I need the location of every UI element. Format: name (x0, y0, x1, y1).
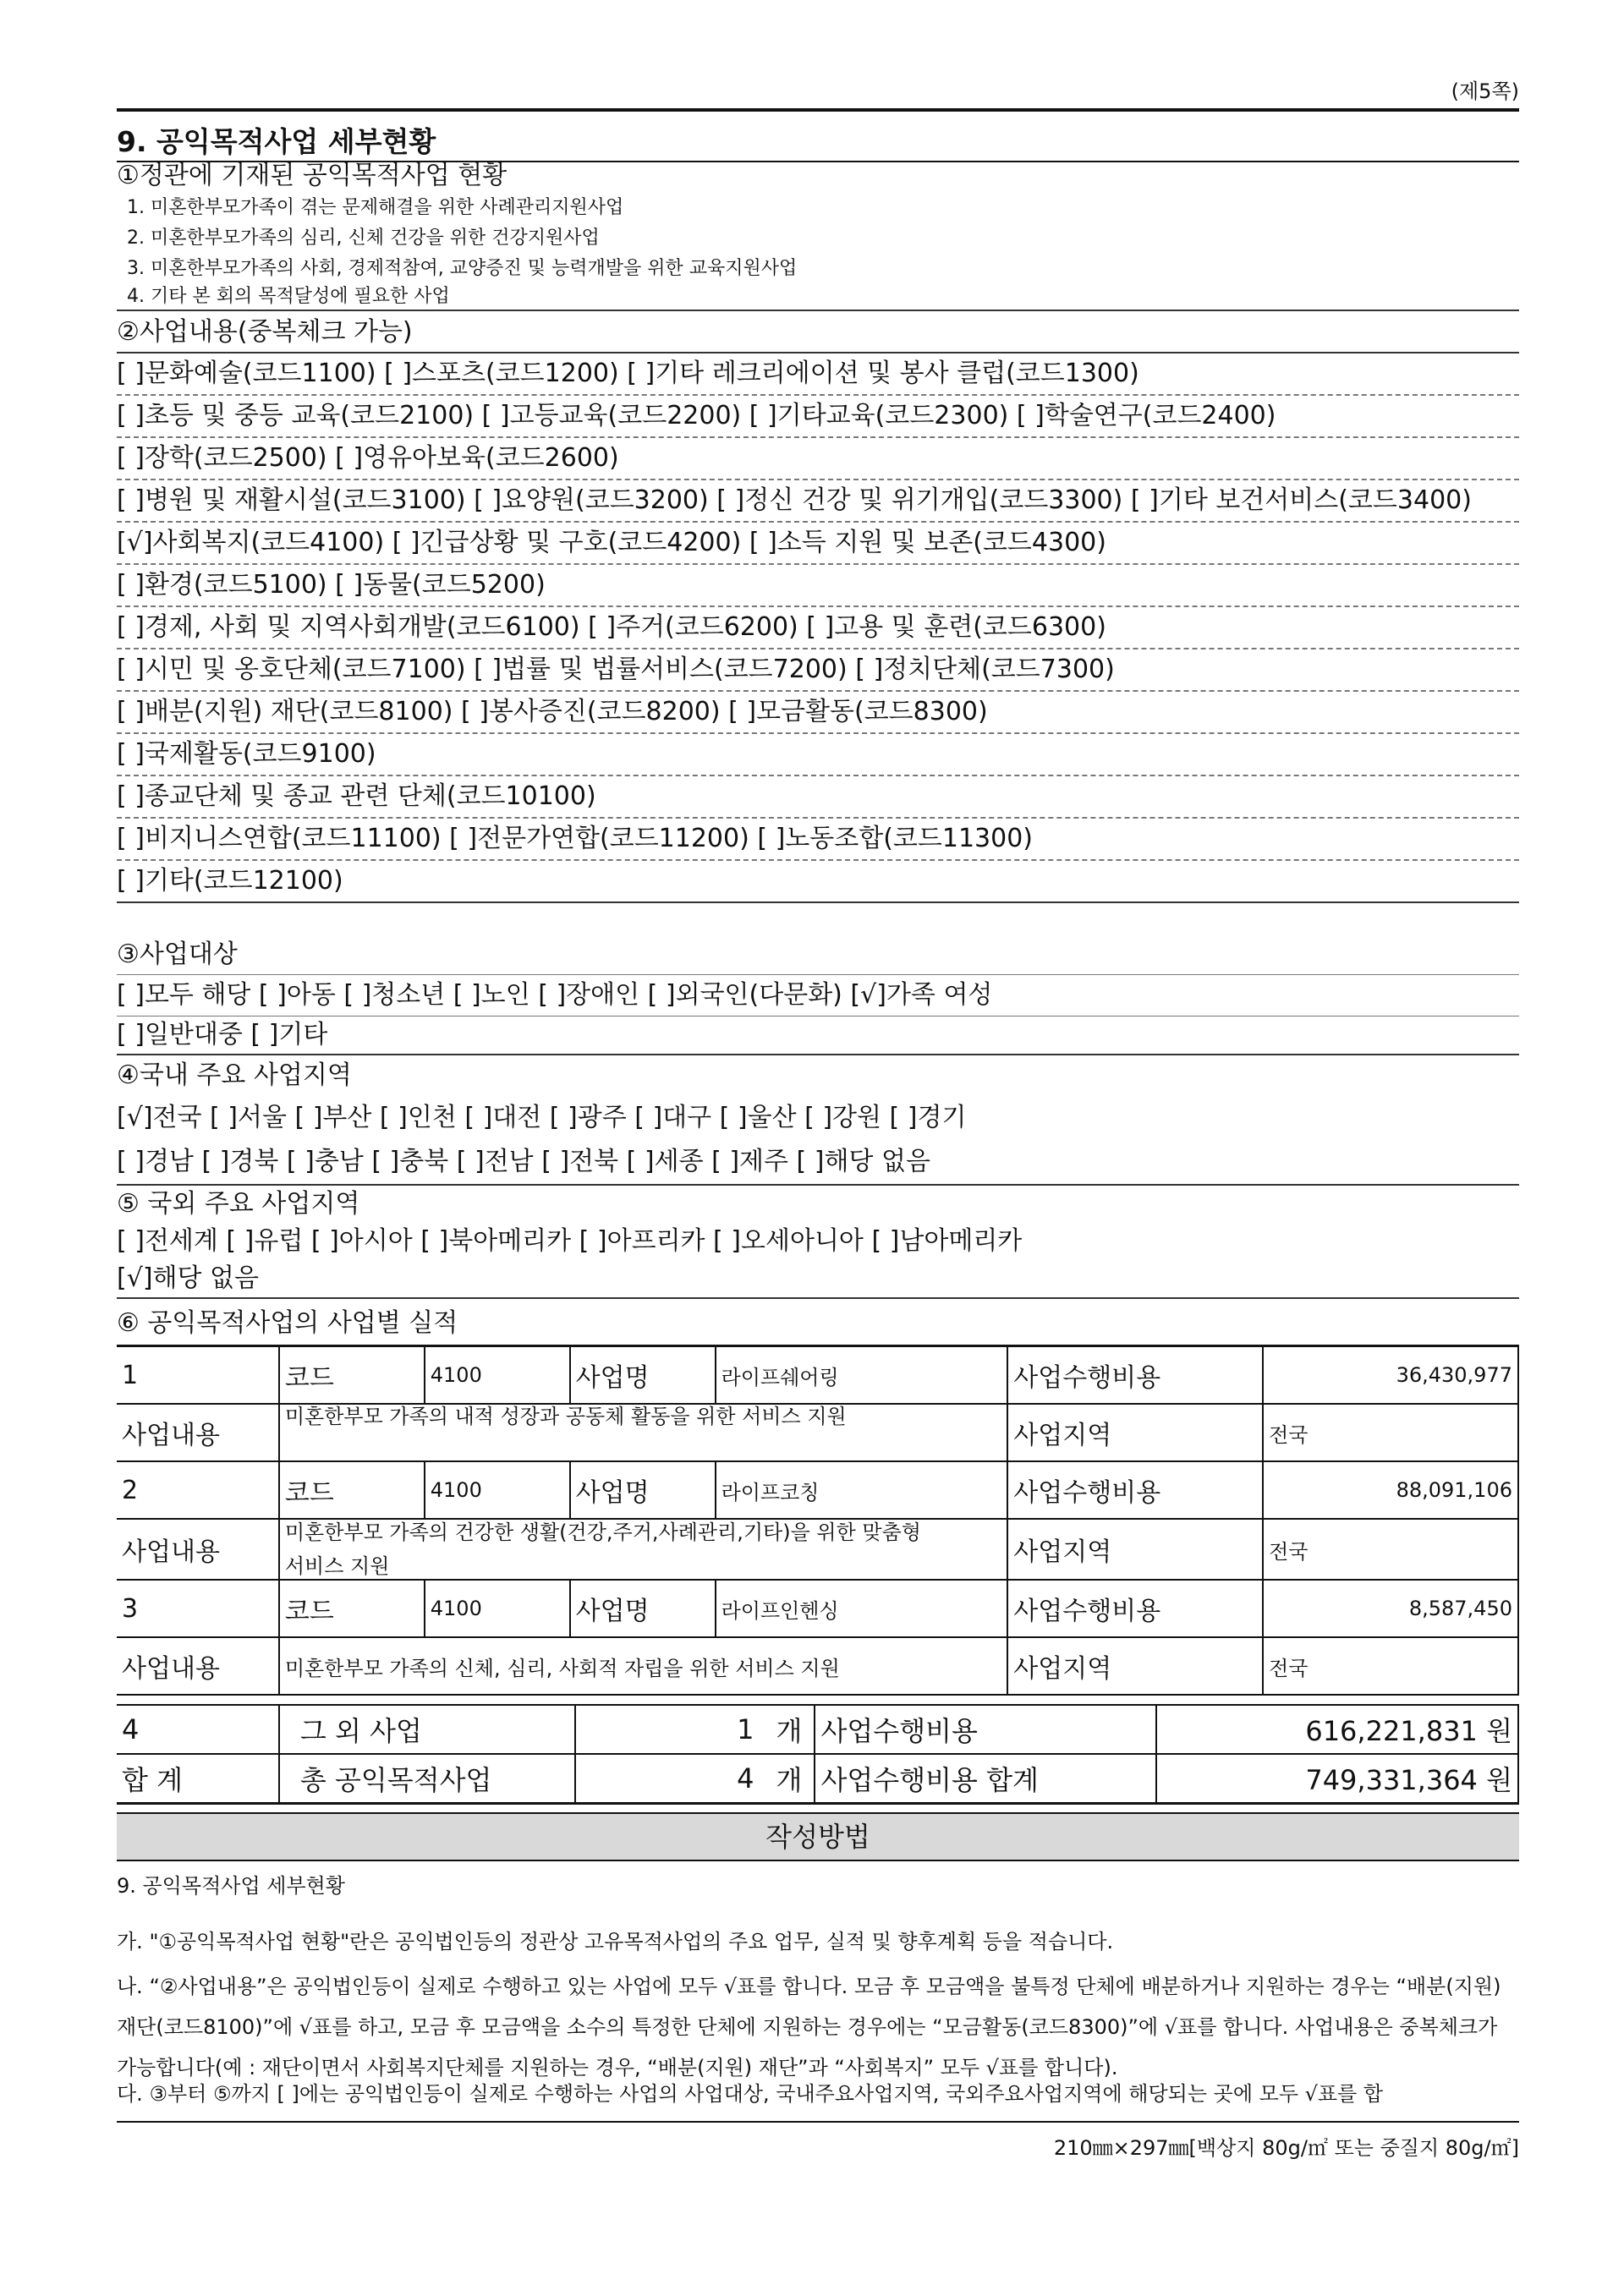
content-line-10: [ ]국제활동(코드9100) (117, 734, 1519, 776)
overseas-line-2: [√]해당 없음 (117, 1260, 1519, 1299)
page-number: (제5쪽) (1451, 79, 1519, 103)
total-label: 합 계 (117, 1754, 279, 1804)
other-cost-unit: 원 (1486, 1715, 1512, 1747)
other-count-unit: 개 (759, 1705, 815, 1754)
summary-table (117, 1704, 1519, 1805)
row-number: 2 (117, 1461, 279, 1519)
other-number: 4 (117, 1705, 279, 1754)
performance-table (117, 1345, 1519, 1696)
content-line-4: [ ]병원 및 재활시설(코드3100) [ ]요양원(코드3200) [ ]정신 건강 및 위기개입(코드3300) [ ]기타 보건서비스(코드3400) (117, 480, 1519, 523)
cost-label: 사업수행비용 (1007, 1461, 1263, 1519)
target-line-2: [ ]일반대중 [ ]기타 (117, 1016, 1519, 1055)
charter-item: 1. 미혼한부모가족이 겪는 문제해결을 위한 사례관리지원사업 (127, 197, 624, 218)
content-line-1: [ ]문화예술(코드1100) [ ]스포츠(코드1200) [ ]기타 레크리에이션 및 봉사 클럽(코드1300) (117, 353, 1519, 396)
target-heading: ③사업대상 (117, 935, 1519, 975)
target-line-1: [ ]모두 해당 [ ]아동 [ ]청소년 [ ]노인 [ ]장애인 [ ]외국인(다문화) [√]가족 여성 (117, 975, 1519, 1016)
content-line-2: [ ]초등 및 중등 교육(코드2100) [ ]고등교육(코드2200) [ ]기타교육(코드2300) [ ]학술연구(코드2400) (117, 396, 1519, 438)
table-row (117, 1580, 1518, 1637)
performance-heading: ⑥ 공익목적사업의 사업별 실적 (117, 1308, 458, 1338)
code-value: 4100 (425, 1461, 570, 1519)
cost-value: 36,430,977 (1263, 1346, 1518, 1405)
content-line-5: [√]사회복지(코드4100) [ ]긴급상황 및 구호(코드4200) [ ]소득 지원 및 보존(코드4300) (117, 523, 1519, 565)
content-line-3: [ ]장학(코드2500) [ ]영유아보육(코드2600) (117, 438, 1519, 480)
overseas-heading: ⑤ 국외 주요 사업지역 (117, 1189, 360, 1219)
domestic-line-1: [√]전국 [ ]서울 [ ]부산 [ ]인천 [ ]대전 [ ]광주 [ ]대구 [ ]울산 [ ]강원 [ ]경기 (117, 1103, 967, 1132)
methods-para-3: 다. ③부터 ⑤까지 [ ]에는 공익법인등이 실제로 수행하는 사업의 사업대상, 국내주요사업지역, 국외주요사업지역에 해당되는 곳에 모두 √표를 합 (117, 2082, 1384, 2106)
code-value: 4100 (425, 1580, 570, 1637)
content-line-12: [ ]비지니스연합(코드11100) [ ]전문가연합(코드11200) [ ]노동조합(코드11300) (117, 819, 1519, 861)
region-value: 전국 (1263, 1404, 1518, 1461)
content-text: 미혼한부모 가족의 내적 성장과 공동체 활동을 위한 서비스 지원 (284, 1405, 847, 1428)
other-count: 1 (575, 1705, 760, 1754)
methods-para-2: 나. “②사업내용”은 공익법인등이 실제로 수행하고 있는 사업에 모두 √표를 합니다. 모금 후 모금액을 불특정 단체에 배분하거나 지원하는 경우는 “배분(지원) 재단(코드8100)”에 √표를 하고, 모금 후 모금액을 소수의 특정한 단체에 지원하는 경우에는 “모금활동(코드8300)”에 √표를 합니다. 사업내용은 중복체크가 가능합니다(예 : 재단이면서 사회복지단체를 지원하는 경우, “배분(지원) 재단”과 “사회복지” 모두 √표를 합니다). (117, 1975, 1501, 2080)
code-value: 4100 (425, 1346, 570, 1405)
other-label: 그 외 사업 (279, 1705, 575, 1754)
total-cost-cell (1156, 1754, 1518, 1804)
cost-label: 사업수행비용 (1007, 1346, 1263, 1405)
charter-item: 3. 미혼한부모가족의 사회, 경제적참여, 교양증진 및 능력개발을 위한 교육지원사업 (127, 258, 798, 279)
content-label: 사업내용 (117, 1519, 279, 1580)
region-value: 전국 (1263, 1637, 1518, 1695)
overseas-region-section (117, 1186, 1519, 1299)
domestic-line-2: [ ]경남 [ ]경북 [ ]충남 [ ]충북 [ ]전남 [ ]전북 [ ]세종 [ ]제주 [ ]해당 없음 (117, 1140, 1519, 1186)
business-content-section (117, 313, 1519, 903)
total-name: 총 공익목적사업 (279, 1754, 575, 1804)
content-text: 미혼한부모 가족의 건강한 생활(건강,주거,사례관리,기타)을 위한 맞춤형 (284, 1521, 921, 1544)
total-row (117, 1754, 1518, 1804)
content-value (279, 1519, 1007, 1580)
charter-heading: ①정관에 기재된 공익목적사업 현황 (117, 161, 508, 190)
name-value: 라이프쉐어링 (716, 1346, 1008, 1405)
content-label: 사업내용 (117, 1404, 279, 1461)
section-title: 9. 공익목적사업 세부현황 (117, 108, 1519, 162)
total-count-unit: 개 (759, 1754, 815, 1804)
total-cost-label: 사업수행비용 합계 (815, 1754, 1156, 1804)
total-count: 4 (575, 1754, 760, 1804)
table-row (117, 1637, 1518, 1695)
table-row (117, 1519, 1518, 1580)
content-line-13: [ ]기타(코드12100) (117, 861, 1519, 903)
name-label: 사업명 (570, 1580, 716, 1637)
table-row (117, 1346, 1518, 1405)
content-heading: ②사업내용(중복체크 가능) (117, 313, 1519, 353)
total-cost-value: 749,331,364 (1305, 1764, 1478, 1796)
other-cost-value: 616,221,831 (1305, 1715, 1478, 1747)
target-section (117, 935, 1519, 1055)
table-row (117, 1461, 1518, 1519)
code-label: 코드 (279, 1580, 425, 1637)
charter-item: 2. 미혼한부모가족의 심리, 신체 건강을 위한 건강지원사업 (127, 227, 600, 249)
cost-value: 88,091,106 (1263, 1461, 1518, 1519)
content-text-cont: 서비스 지원 (284, 1554, 390, 1578)
methods-subheading: 9. 공익목적사업 세부현황 (117, 1874, 345, 1898)
name-label: 사업명 (570, 1346, 716, 1405)
row-number: 1 (117, 1346, 279, 1405)
name-value: 라이프코칭 (716, 1461, 1008, 1519)
content-value (279, 1404, 1007, 1461)
total-cost-unit: 원 (1486, 1764, 1512, 1796)
region-label: 사업지역 (1007, 1637, 1263, 1695)
other-business-row (117, 1705, 1518, 1754)
region-label: 사업지역 (1007, 1404, 1263, 1461)
region-value: 전국 (1263, 1519, 1518, 1580)
methods-para-1: 가. "①공익목적사업 현황"란은 공익법인등의 정관상 고유목적사업의 주요 업무, 실적 및 향후계획 등을 적습니다. (117, 1930, 1114, 1954)
code-label: 코드 (279, 1461, 425, 1519)
code-label: 코드 (279, 1346, 425, 1405)
row-number: 3 (117, 1580, 279, 1637)
name-value: 라이프인헨싱 (716, 1580, 1008, 1637)
other-cost-cell (1156, 1705, 1518, 1754)
domestic-heading: ④국내 주요 사업지역 (117, 1060, 352, 1090)
performance-heading-row (117, 1302, 1519, 1345)
paper-spec-footer: 210㎜×297㎜[백상지 80g/㎡ 또는 중질지 80g/㎡] (117, 2121, 1519, 2161)
methods-heading: 작성방법 (117, 1812, 1519, 1861)
charter-business-section (117, 159, 1519, 311)
domestic-region-section (117, 1055, 1519, 1186)
content-value: 미혼한부모 가족의 신체, 심리, 사회적 자립을 위한 서비스 지원 (279, 1637, 1007, 1695)
content-line-9: [ ]배분(지원) 재단(코드8100) [ ]봉사증진(코드8200) [ ]모금활동(코드8300) (117, 692, 1519, 734)
content-line-8: [ ]시민 및 옹호단체(코드7100) [ ]법률 및 법률서비스(코드7200) [ ]정치단체(코드7300) (117, 649, 1519, 692)
overseas-line-1: [ ]전세계 [ ]유럽 [ ]아시아 [ ]북아메리카 [ ]아프리카 [ ]오세아니아 [ ]남아메리카 (117, 1226, 1023, 1256)
table-row (117, 1404, 1518, 1461)
content-line-11: [ ]종교단체 및 종교 관련 단체(코드10100) (117, 776, 1519, 819)
region-label: 사업지역 (1007, 1519, 1263, 1580)
content-label: 사업내용 (117, 1637, 279, 1695)
content-line-6: [ ]환경(코드5100) [ ]동물(코드5200) (117, 565, 1519, 607)
name-label: 사업명 (570, 1461, 716, 1519)
other-cost-label: 사업수행비용 (815, 1705, 1156, 1754)
charter-item: 4. 기타 본 회의 목적달성에 필요한 사업 (117, 284, 1519, 311)
cost-label: 사업수행비용 (1007, 1580, 1263, 1637)
cost-value: 8,587,450 (1263, 1580, 1518, 1637)
content-line-7: [ ]경제, 사회 및 지역사회개발(코드6100) [ ]주거(코드6200) [ ]고용 및 훈련(코드6300) (117, 607, 1519, 649)
